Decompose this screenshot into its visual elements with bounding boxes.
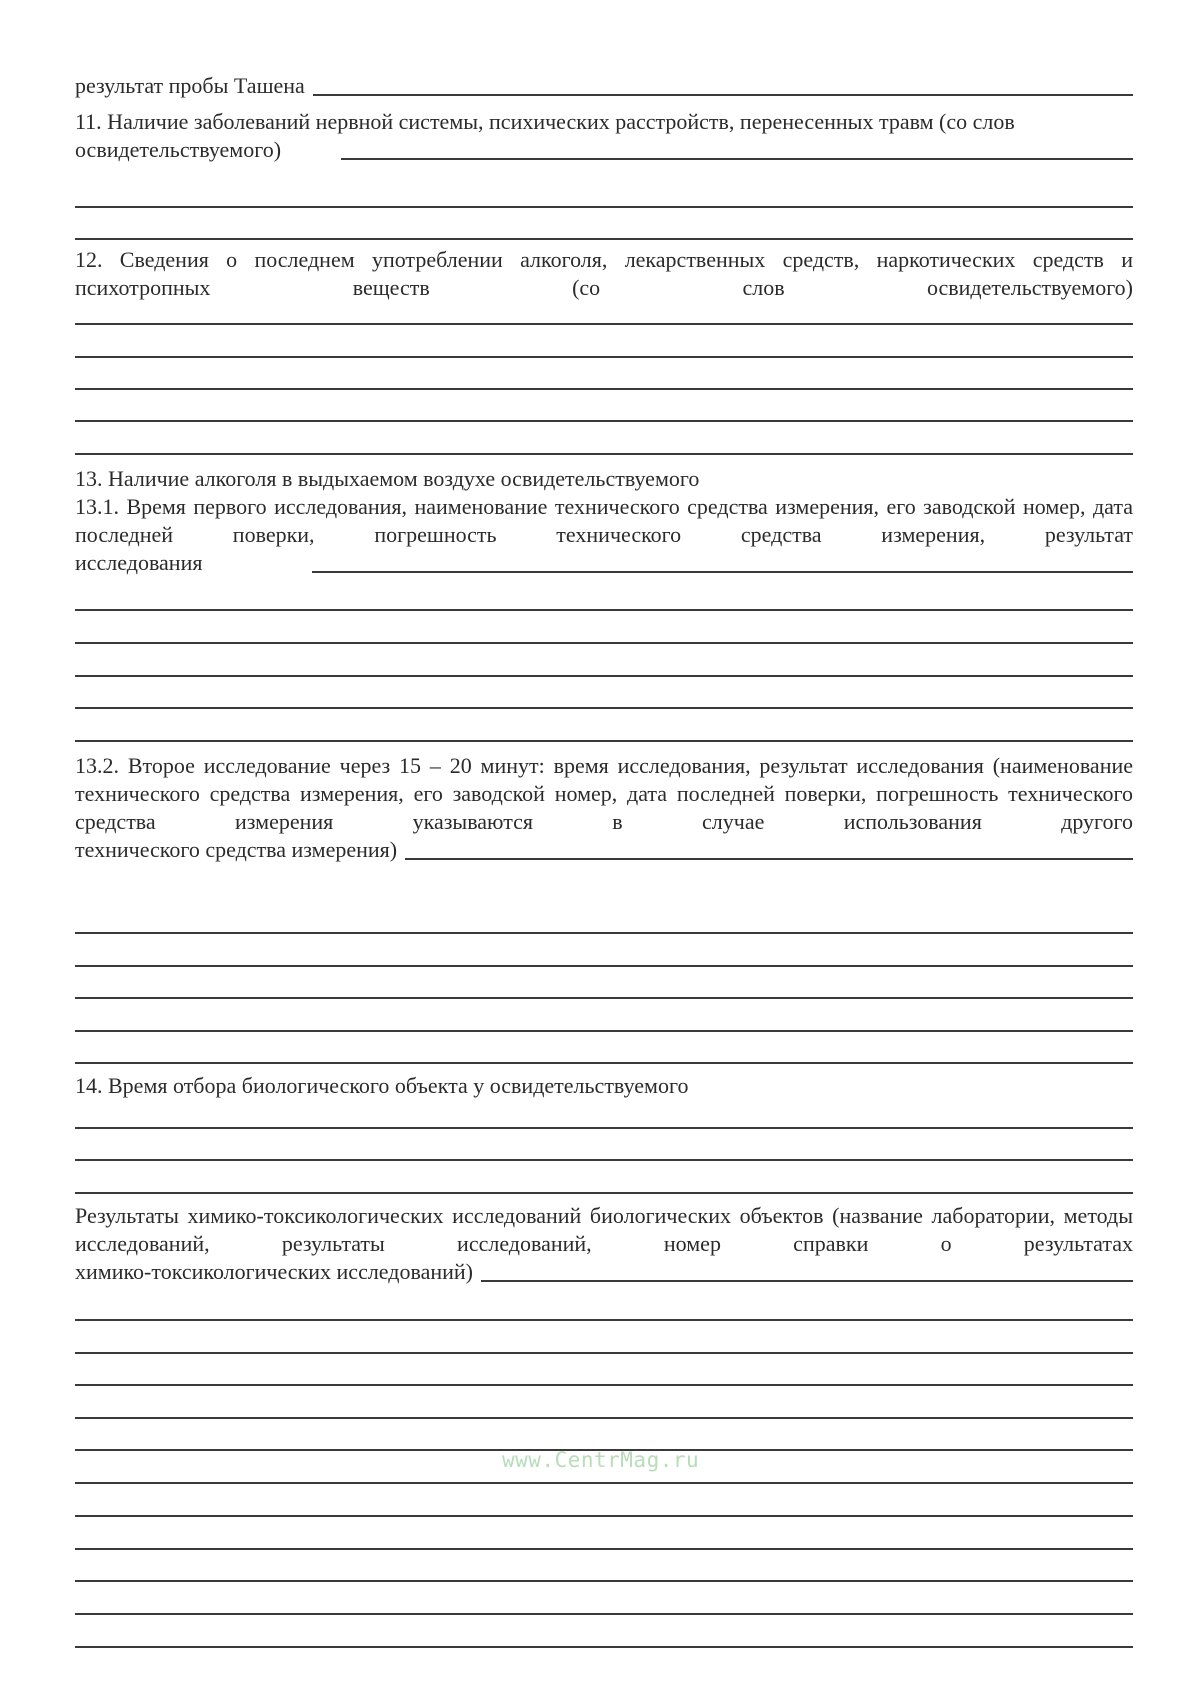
- item-13-2-line[interactable]: [75, 997, 1133, 999]
- item-14-line[interactable]: [75, 1159, 1133, 1161]
- results-text: Результаты химико-токсикологических исследований биологических объектов (название лаборатории, методы исследований, результаты исследований, номер справки о результатах: [75, 1203, 1133, 1256]
- results-line[interactable]: [75, 1319, 1133, 1321]
- item-12: [75, 246, 1133, 302]
- results: [75, 1202, 1133, 1286]
- results-line[interactable]: [75, 1548, 1133, 1550]
- item-13-1-line[interactable]: [75, 740, 1133, 742]
- results-tail: химико-токсикологических исследований): [75, 1259, 473, 1284]
- item-14-line[interactable]: [75, 1127, 1133, 1129]
- results-line[interactable]: [75, 1515, 1133, 1517]
- item-13-1-line[interactable]: [75, 707, 1133, 709]
- results-line[interactable]: [75, 1482, 1133, 1484]
- item-13-1-field[interactable]: [312, 551, 1133, 573]
- item-11-tail: освидетельствуемого): [75, 137, 282, 162]
- watermark: www.CentrMag.ru: [502, 1448, 700, 1472]
- item-11-line[interactable]: [75, 238, 1133, 240]
- item-14: [75, 1072, 1133, 1100]
- item-13-2: [75, 752, 1133, 864]
- item-13-2-line[interactable]: [75, 965, 1133, 967]
- item-13-1-line[interactable]: [75, 642, 1133, 644]
- results-line[interactable]: [75, 1384, 1133, 1386]
- item-12-line[interactable]: [75, 323, 1133, 325]
- item-13-1-text: 13.1. Время первого исследования, наименование технического средства измерения, его заводской номер, дата последней поверки, погрешность технического средства измерения, результат: [75, 494, 1133, 547]
- tashen-field[interactable]: [313, 74, 1133, 96]
- item-13-2-tail: технического средства измерения): [75, 837, 398, 862]
- item-11-line[interactable]: [75, 206, 1133, 208]
- item-12-line[interactable]: [75, 388, 1133, 390]
- item-13-2-line[interactable]: [75, 932, 1133, 934]
- item-11-field[interactable]: [341, 138, 1133, 160]
- item-12-text: 12. Сведения о последнем употреблении алкоголя, лекарственных средств, наркотических средств и психотропных веществ (со слов освидетельствуемого): [75, 247, 1133, 300]
- item-14-line[interactable]: [75, 1192, 1133, 1194]
- item-13: [75, 465, 1133, 577]
- item-13-2-line[interactable]: [75, 1062, 1133, 1064]
- item-13-2-line[interactable]: [75, 1030, 1133, 1032]
- results-line[interactable]: [75, 1417, 1133, 1419]
- results-field[interactable]: [481, 1260, 1133, 1282]
- item-13-2-field[interactable]: [405, 838, 1133, 860]
- item-13-1-line[interactable]: [75, 675, 1133, 677]
- results-line[interactable]: [75, 1352, 1133, 1354]
- item-13-title: 13. Наличие алкоголя в выдыхаемом воздухе освидетельствуемого: [75, 466, 700, 491]
- results-line[interactable]: [75, 1646, 1133, 1648]
- item-12-line[interactable]: [75, 356, 1133, 358]
- item-12-line[interactable]: [75, 420, 1133, 422]
- item-13-1-tail: исследования: [75, 550, 203, 575]
- item-11-text: 11. Наличие заболеваний нервной системы, психических расстройств, перенесенных травм (со слов: [75, 109, 1015, 134]
- results-line[interactable]: [75, 1580, 1133, 1582]
- item-13-2-text: 13.2. Второе исследование через 15 – 20 минут: время исследования, результат исследования (наименование технического средства измерения, его заводской номер, дата последней поверки, погрешность технического средства измерения указываются в случае использования другого: [75, 753, 1133, 834]
- tashen-label: результат пробы Ташена: [75, 73, 305, 98]
- item-14-text: 14. Время отбора биологического объекта у освидетельствуемого: [75, 1073, 689, 1098]
- results-line[interactable]: [75, 1613, 1133, 1615]
- item-13-1-line[interactable]: [75, 609, 1133, 611]
- item-12-line[interactable]: [75, 453, 1133, 455]
- tashen-row: [75, 72, 1133, 100]
- item-11: [75, 108, 1133, 164]
